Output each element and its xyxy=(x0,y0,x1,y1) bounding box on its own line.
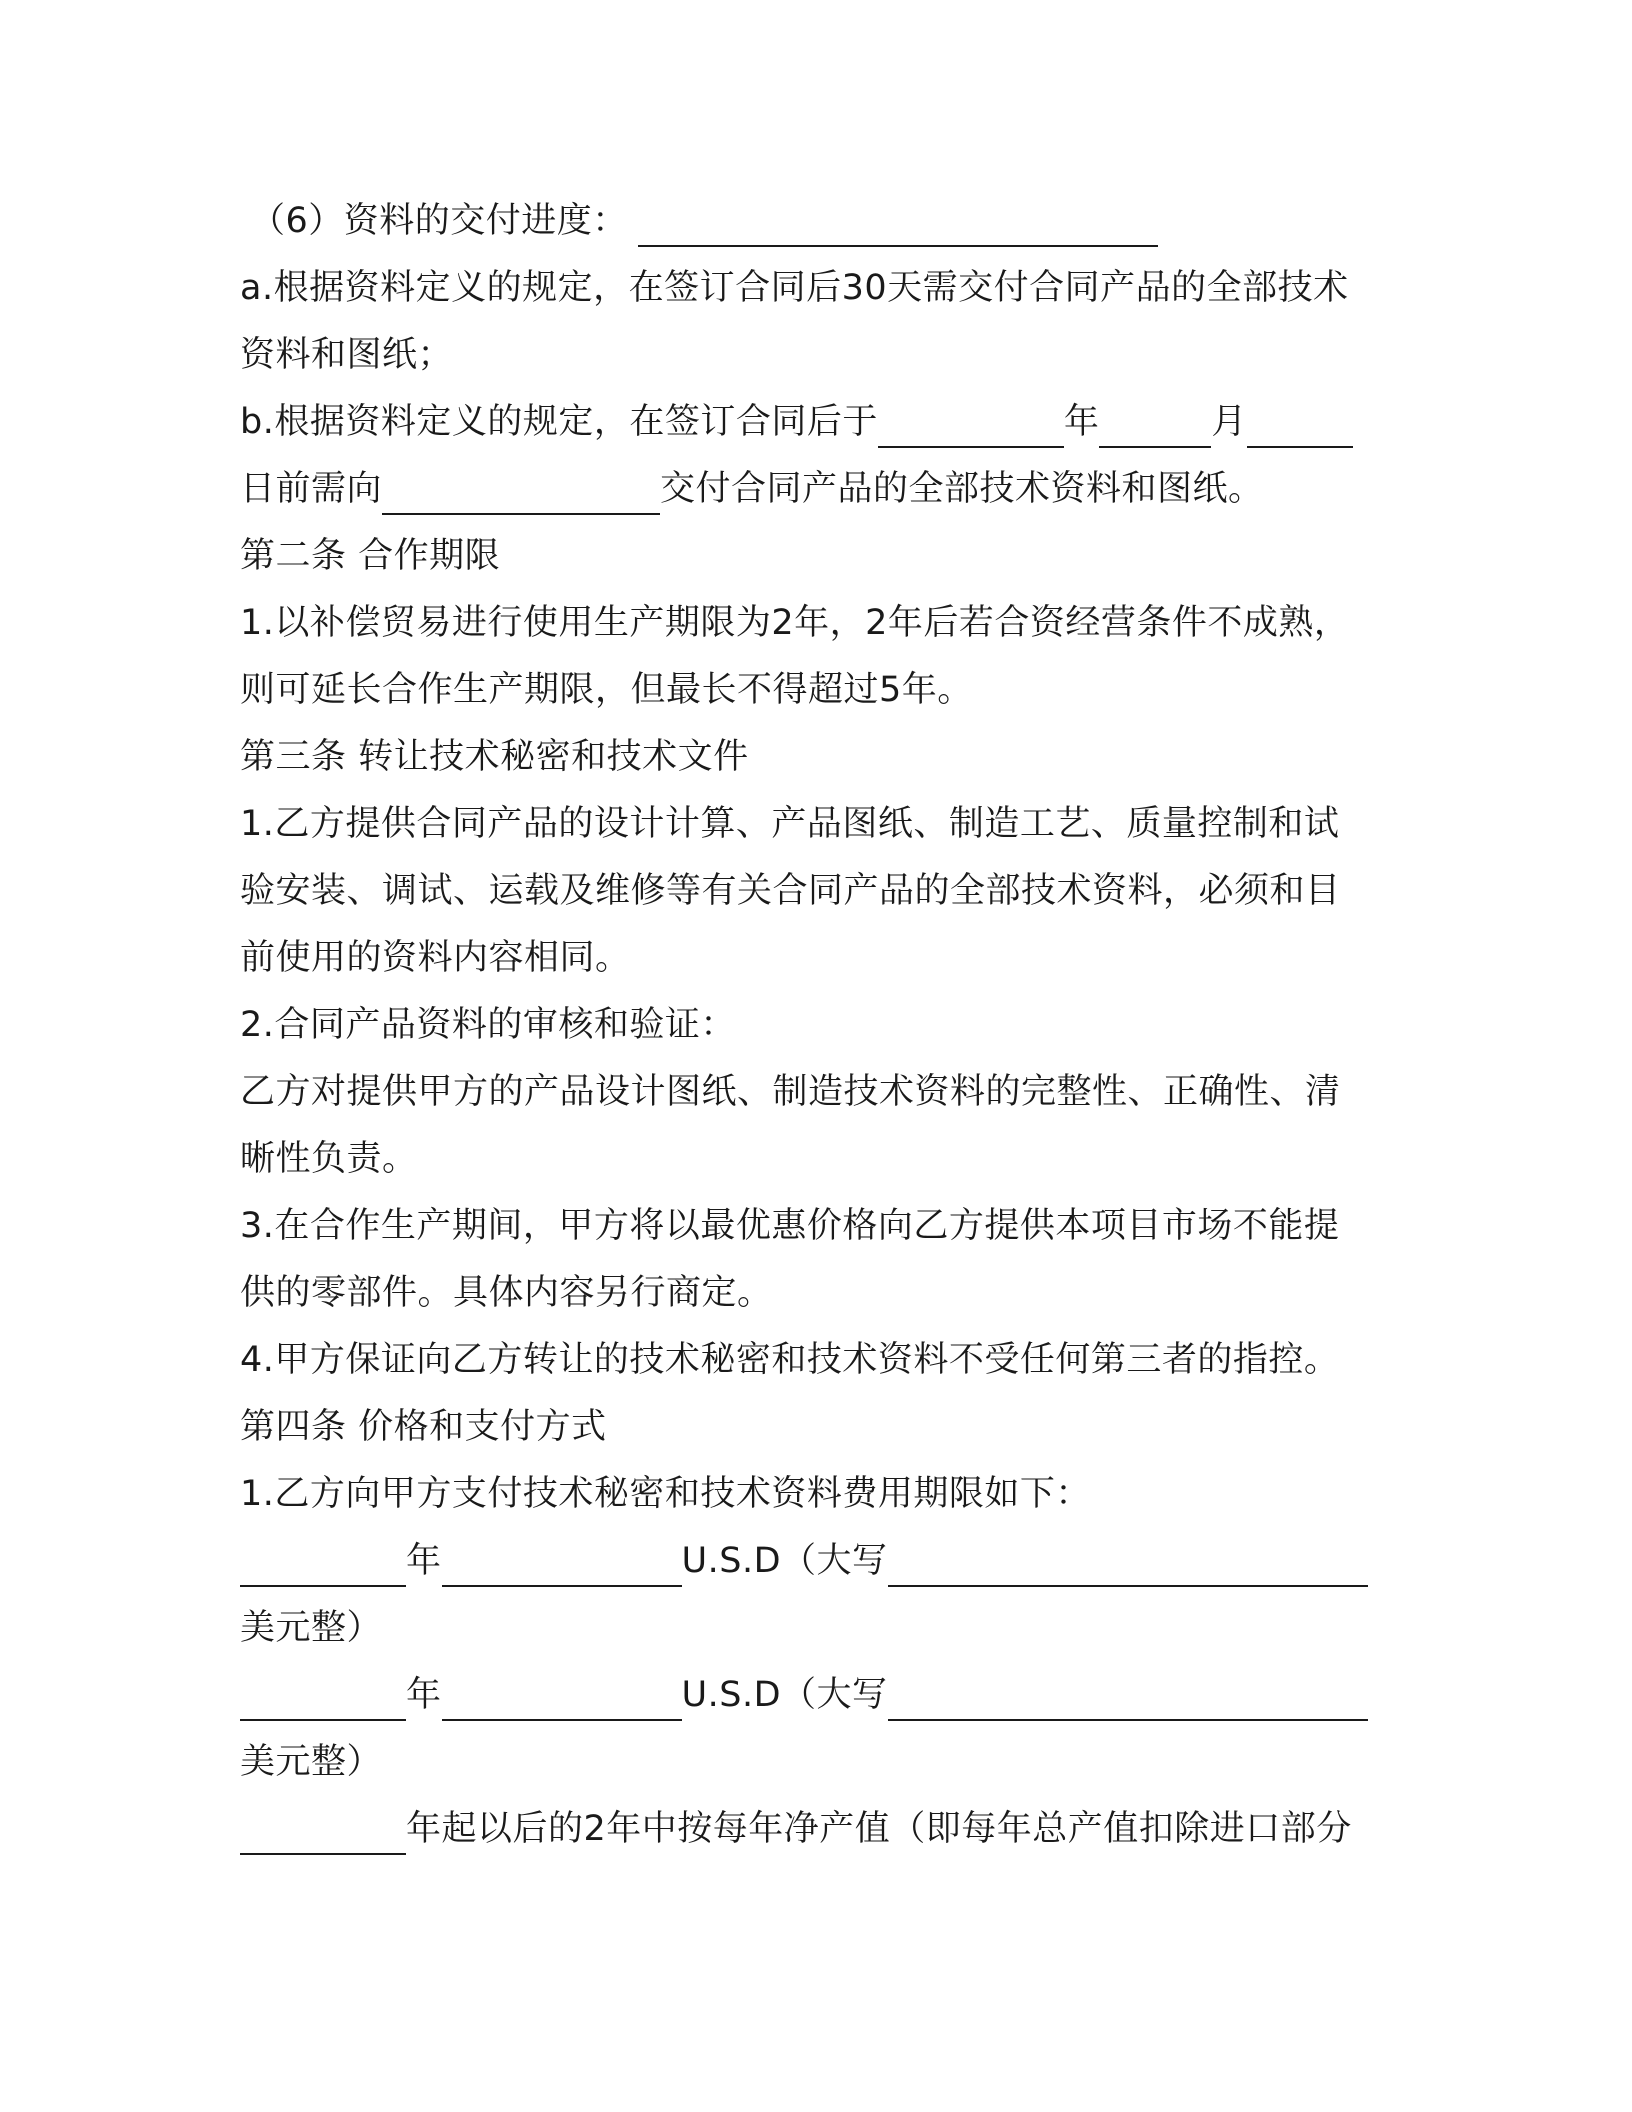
article-3-item-2: 2.合同产品资料的审核和验证： xyxy=(240,1005,736,1045)
clause-a-line-2: 资料和图纸； xyxy=(240,335,454,375)
clause-b-line-2 xyxy=(240,456,1392,523)
article-2-item-1-line-2: 则可延长合作生产期限，但最长不得超过5年。 xyxy=(240,670,973,710)
year-blank[interactable] xyxy=(878,396,1064,448)
payment-2-year-blank[interactable] xyxy=(240,1669,406,1721)
schedule-heading: （6）资料的交付进度： xyxy=(250,201,628,241)
article-3-item-1-line-2: 验安装、调试、运载及维修等有关合同产品的全部技术资料，必须和目 xyxy=(240,871,1341,911)
payment-row-3 xyxy=(240,1796,1392,1863)
article-3-item-2-line-3: 晰性负责。 xyxy=(240,1139,418,1179)
payment-3-year-blank[interactable] xyxy=(240,1803,406,1855)
payment-1-words-blank[interactable] xyxy=(888,1535,1368,1587)
clause-b-prefix: 日前需向 xyxy=(240,469,383,509)
recipient-blank[interactable] xyxy=(382,463,660,515)
payment-1-currency-label: U.S.D（大写 xyxy=(681,1541,888,1581)
day-blank[interactable] xyxy=(1247,396,1353,448)
schedule-heading-line xyxy=(240,188,1392,255)
payment-3-text: 年起以后的2年中按每年净产值（即每年总产值扣除进口部分 xyxy=(406,1809,1352,1849)
article-4-heading: 第四条 价格和支付方式 xyxy=(240,1407,607,1447)
payment-row-2 xyxy=(240,1662,1392,1729)
month-blank[interactable] xyxy=(1099,396,1211,448)
article-3-item-1-line-3: 前使用的资料内容相同。 xyxy=(240,938,631,978)
article-2-heading: 第二条 合作期限 xyxy=(240,536,501,576)
payment-row-1 xyxy=(240,1528,1392,1595)
clause-a-line-1: a.根据资料定义的规定，在签订合同后30天需交付合同产品的全部技术 xyxy=(240,268,1349,308)
payment-2-currency-label: U.S.D（大写 xyxy=(681,1675,888,1715)
clause-b-suffix: 交付合同产品的全部技术资料和图纸。 xyxy=(660,469,1264,509)
payment-1-year-blank[interactable] xyxy=(240,1535,406,1587)
payment-1-amount-blank[interactable] xyxy=(442,1535,682,1587)
article-3-item-3-line-2: 供的零部件。具体内容另行商定。 xyxy=(240,1273,773,1313)
payment-1-suffix: 美元整） xyxy=(240,1608,383,1648)
year-label: 年 xyxy=(1063,402,1100,442)
payment-2-year-label: 年 xyxy=(406,1675,442,1715)
article-4-item-1: 1.乙方向甲方支付技术秘密和技术资料费用期限如下： xyxy=(240,1474,1091,1514)
clause-b-line-1 xyxy=(240,389,1392,456)
month-label: 月 xyxy=(1211,402,1247,442)
payment-2-suffix: 美元整） xyxy=(240,1742,383,1782)
article-3-item-3-line-1: 3.在合作生产期间，甲方将以最优惠价格向乙方提供本项目市场不能提 xyxy=(240,1206,1340,1246)
article-3-item-4: 4.甲方保证向乙方转让的技术秘密和技术资料不受任何第三者的指控。 xyxy=(240,1340,1340,1380)
article-3-item-1-line-1: 1.乙方提供合同产品的设计计算、产品图纸、制造工艺、质量控制和试 xyxy=(240,804,1340,844)
article-2-item-1-line-1: 1.以补偿贸易进行使用生产期限为2年，2年后若合资经营条件不成熟， xyxy=(240,603,1350,643)
clause-b-text: b.根据资料定义的规定，在签订合同后于 xyxy=(240,402,878,442)
schedule-blank[interactable] xyxy=(638,195,1158,247)
payment-2-words-blank[interactable] xyxy=(888,1669,1368,1721)
payment-2-amount-blank[interactable] xyxy=(442,1669,682,1721)
payment-1-year-label: 年 xyxy=(406,1541,442,1581)
article-3-item-2-line-2: 乙方对提供甲方的产品设计图纸、制造技术资料的完整性、正确性、清 xyxy=(240,1072,1341,1112)
article-3-heading: 第三条 转让技术秘密和技术文件 xyxy=(240,737,749,777)
